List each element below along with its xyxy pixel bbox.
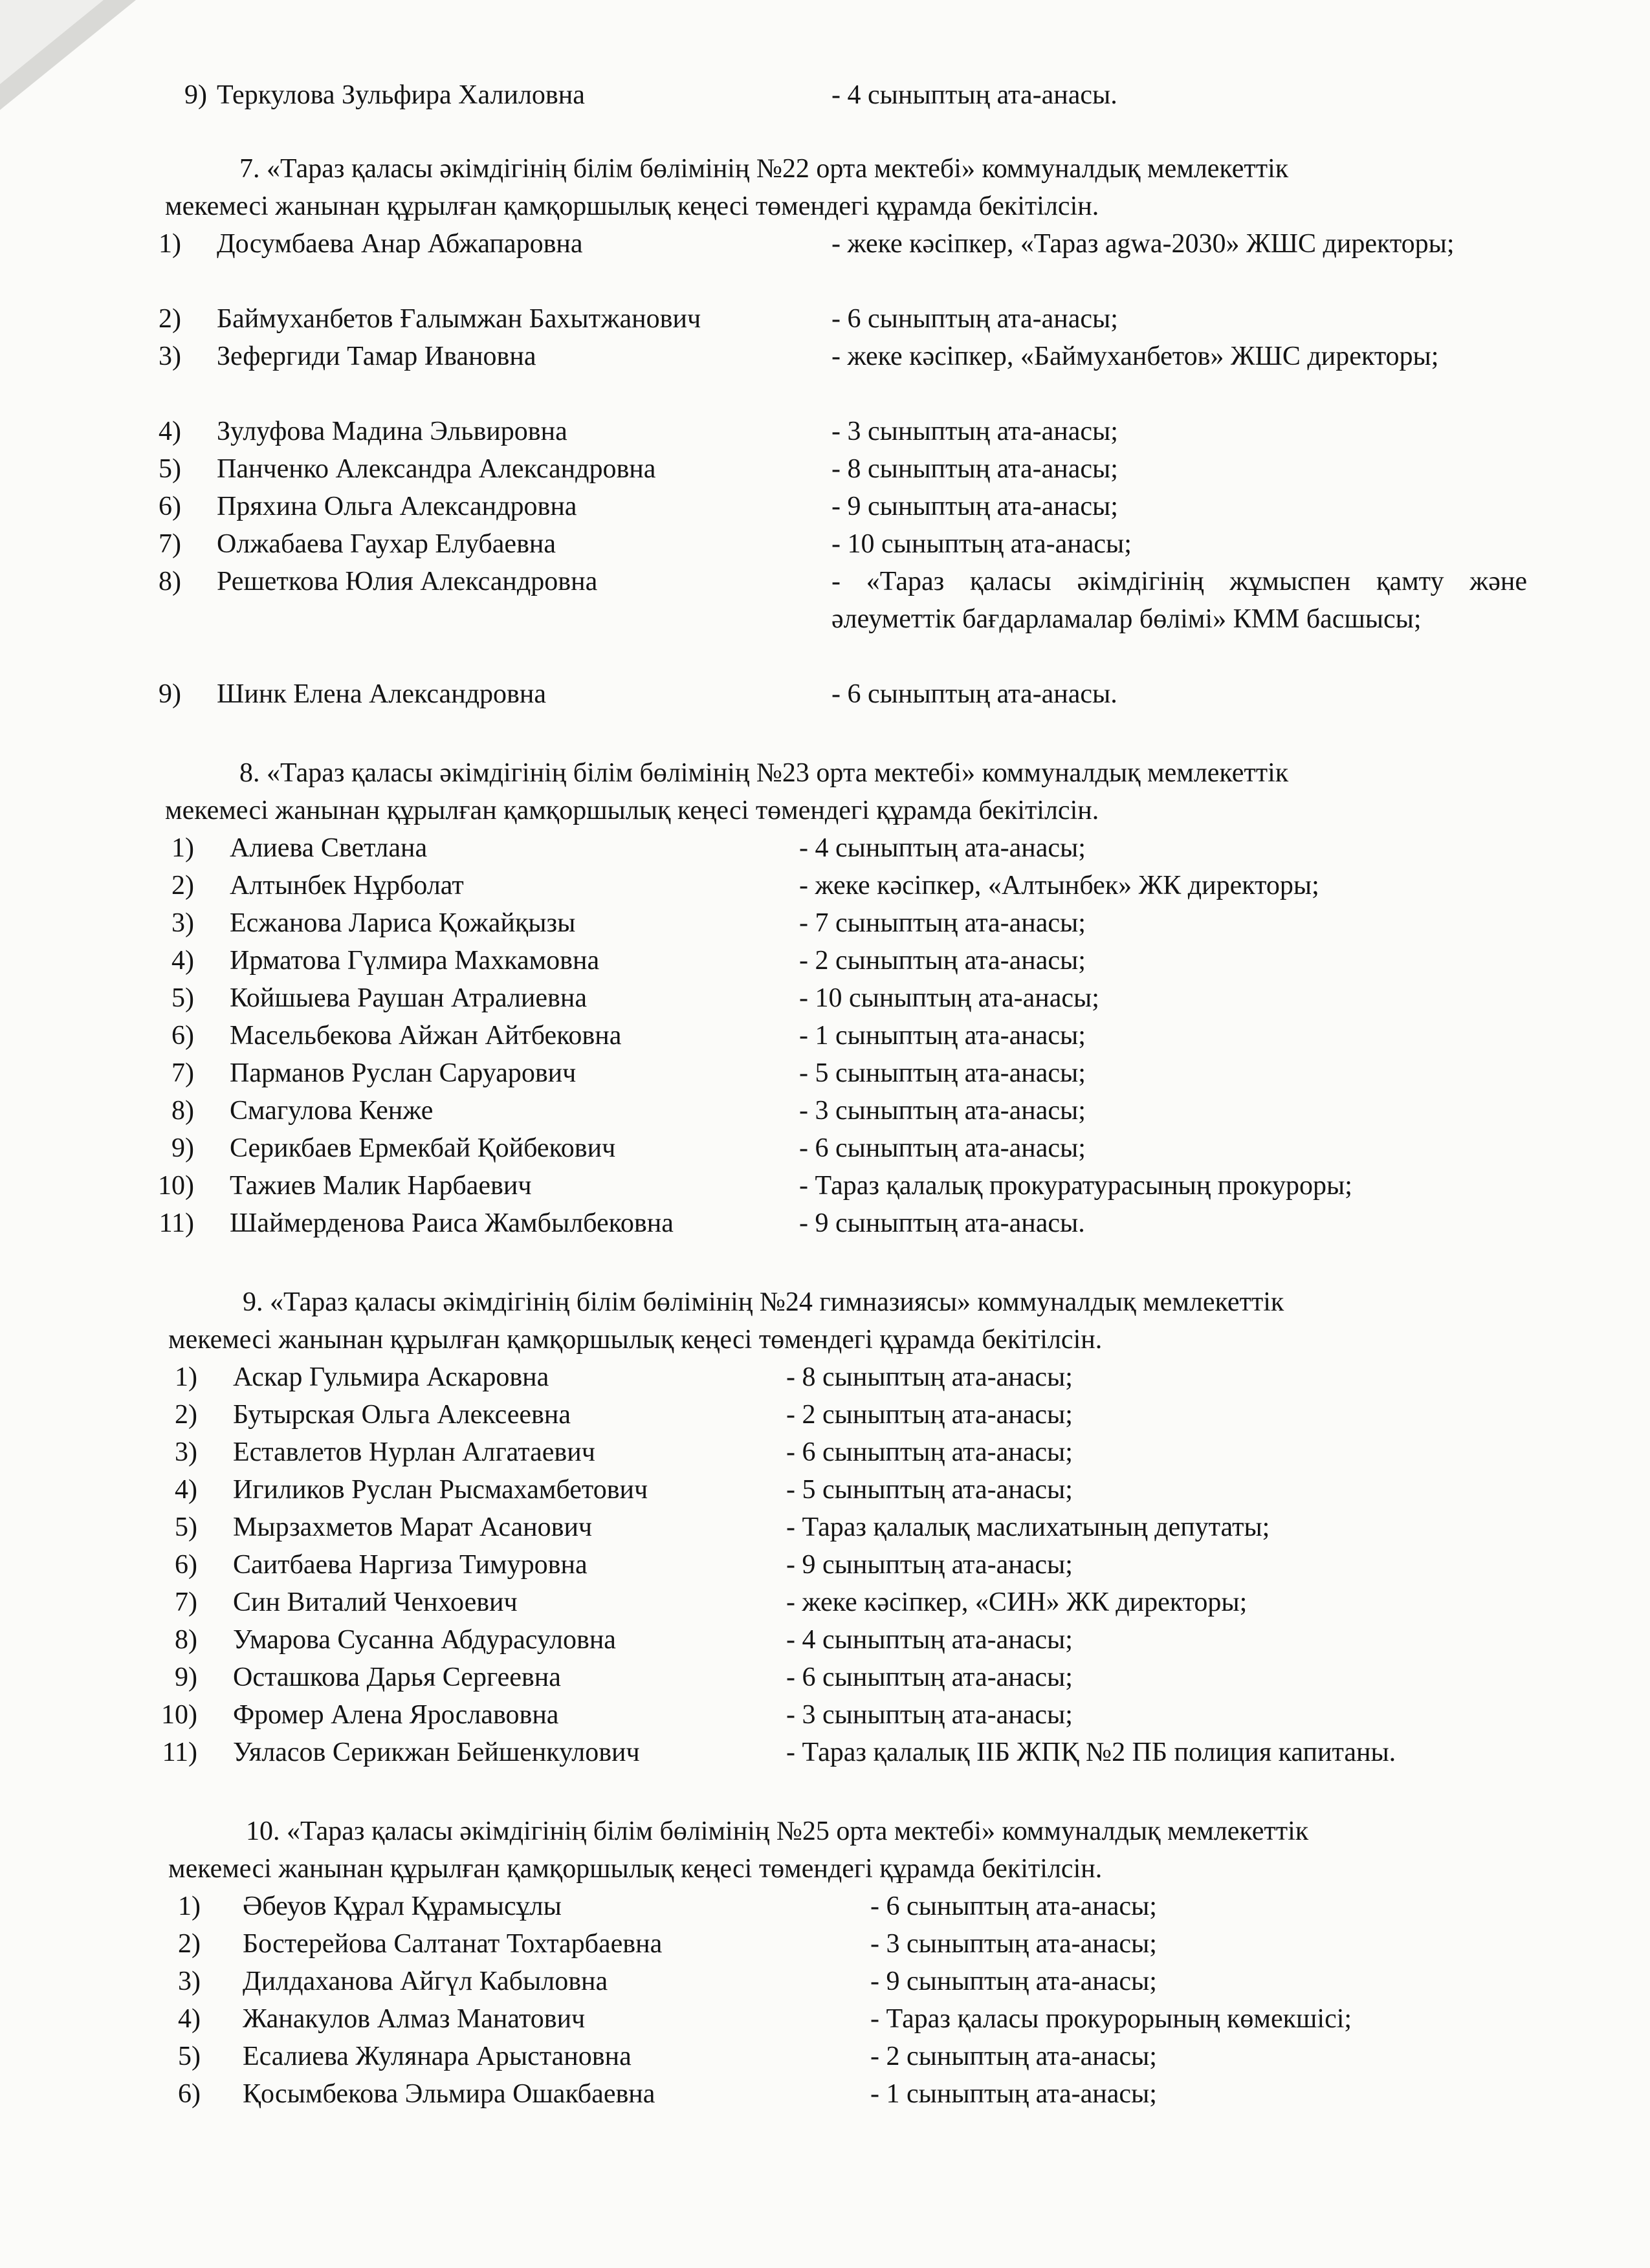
member-name: Еставлетов Нурлан Алгатаевич (233, 1437, 595, 1467)
item-number: 7) (159, 529, 181, 559)
list-item (0, 1696, 1650, 1734)
item-number: 7) (175, 1587, 197, 1617)
member-role: - 9 сыныптың ата-анасы; (831, 492, 1118, 521)
list-item (0, 979, 1650, 1017)
member-name: Әбеуов Құрал Құрамысұлы (243, 1892, 562, 1921)
member-role: - жеке кәсіпкер, «СИН» ЖК директоры; (786, 1587, 1248, 1617)
list-item (0, 1017, 1650, 1054)
member-role: - 4 сыныптың ата-анасы. (831, 80, 1117, 110)
member-role: - 6 сыныптың ата-анасы. (831, 679, 1117, 709)
list-item (0, 1358, 1650, 1396)
member-role: - 4 сыныптың ата-анасы; (799, 833, 1086, 863)
item-number: 11) (162, 1738, 197, 1767)
item-number: 8) (159, 567, 181, 596)
list-item (0, 1092, 1650, 1129)
list-item (0, 1129, 1650, 1167)
list-item (0, 904, 1650, 942)
section-intro-line2: мекемесі жанынан құрылған қамқоршылық кеңесі төмендегі құрамда бекітілсін. (168, 1325, 1103, 1355)
member-role: - 4 сыныптың ата-анасы; (786, 1625, 1073, 1655)
list-item (0, 1509, 1650, 1546)
member-role: - жеке кәсіпкер, «Баймуханбетов» ЖШС директоры; (831, 342, 1439, 371)
section-intro-line1: 8. «Тараз қаласы әкімдігінің білім бөлімінің №23 орта мектебі» коммуналдық мемлекеттік (239, 758, 1289, 788)
list-item (0, 300, 1650, 338)
member-role: - 3 сыныптың ата-анасы; (831, 417, 1118, 446)
list-item (0, 1584, 1650, 1621)
list-item (0, 525, 1650, 563)
member-role: - 6 сыныптың ата-анасы; (786, 1663, 1073, 1692)
member-role: - 5 сыныптың ата-анасы; (786, 1475, 1073, 1505)
member-name: Саитбаева Наргиза Тимуровна (233, 1550, 588, 1580)
list-item (0, 1621, 1650, 1659)
item-number: 9) (159, 679, 181, 709)
item-number: 8) (171, 1096, 194, 1126)
item-number: 9) (184, 80, 207, 110)
list-item (0, 1205, 1650, 1242)
item-number: 1) (178, 1892, 201, 1921)
item-number: 6) (175, 1550, 197, 1580)
list-item (0, 1167, 1650, 1205)
member-role: - «Тараз қаласы әкімдігінің жұмыспен қамту және әлеуметтік бағдарламалар бөлімі» КММ басшысы; (831, 567, 1527, 634)
item-number: 10) (158, 1171, 194, 1201)
item-number: 4) (171, 946, 194, 976)
member-name: Дилдаханова Айгүл Кабыловна (243, 1967, 608, 1996)
member-name: Панченко Александра Александровна (217, 454, 656, 484)
section-intro-line2: мекемесі жанынан құрылған қамқоршылық кеңесі төмендегі құрамда бекітілсін. (165, 796, 1099, 825)
item-number: 3) (159, 342, 181, 371)
member-name: Койшыева Раушан Атралиевна (230, 983, 587, 1013)
item-number: 11) (159, 1208, 194, 1238)
member-name: Зулуфова Мадина Эльвировна (217, 417, 567, 446)
member-role: - Тараз қалалық маслихатының депутаты; (786, 1512, 1270, 1542)
list-item (0, 1925, 1650, 1963)
member-role: - жеке кәсіпкер, «Тараз agwa-2030» ЖШС директоры; (831, 229, 1455, 259)
member-name: Досумбаева Анар Абжапаровна (217, 229, 583, 259)
item-number: 1) (159, 229, 181, 259)
member-name: Теркулова Зульфира Халиловна (217, 80, 585, 110)
member-role: - 2 сыныптың ата-анасы; (799, 946, 1086, 976)
member-role: - 7 сыныптың ата-анасы; (799, 908, 1086, 938)
member-role: - 6 сыныптың ата-анасы; (870, 1892, 1157, 1921)
item-number: 6) (159, 492, 181, 521)
member-name: Зефергиди Тамар Ивановна (217, 342, 536, 371)
member-name: Есалиева Жулянара Арыстановна (243, 2042, 632, 2071)
member-role: - 6 сыныптың ата-анасы; (799, 1133, 1086, 1163)
member-role: - 6 сыныптың ата-анасы; (786, 1437, 1073, 1467)
item-number: 2) (175, 1400, 197, 1430)
section-intro-line2: мекемесі жанынан құрылған қамқоршылық кеңесі төмендегі құрамда бекітілсін. (165, 191, 1099, 221)
list-item (0, 563, 1650, 675)
item-number: 3) (171, 908, 194, 938)
item-number: 5) (171, 983, 194, 1013)
item-number: 9) (175, 1663, 197, 1692)
member-name: Фромер Алена Ярославовна (233, 1700, 559, 1730)
section-intro-line1: 7. «Тараз қаласы әкімдігінің білім бөлімінің №22 орта мектебі» коммуналдық мемлекеттік (239, 154, 1289, 184)
item-number: 6) (171, 1021, 194, 1051)
item-number: 2) (159, 304, 181, 334)
list-item (0, 1963, 1650, 2000)
member-role: - 3 сыныптың ата-анасы; (799, 1096, 1086, 1126)
member-name: Шаймерденова Раиса Жамбылбековна (230, 1208, 674, 1238)
member-name: Аскар Гульмира Аскаровна (233, 1362, 549, 1392)
member-name: Тажиев Малик Нарбаевич (230, 1171, 532, 1201)
section-intro-line1: 9. «Тараз қаласы әкімдігінің білім бөлімінің №24 гимназиясы» коммуналдық мемлекеттік (243, 1287, 1284, 1317)
member-role: - 8 сыныптың ата-анасы; (831, 454, 1118, 484)
item-number: 5) (178, 2042, 201, 2071)
member-role: - 6 сыныптың ата-анасы; (831, 304, 1118, 334)
member-role: - 5 сыныптың ата-анасы; (799, 1058, 1086, 1088)
member-role: - Тараз қаласы прокурорының көмекшісі; (870, 2004, 1352, 2034)
list-item (0, 942, 1650, 979)
member-name: Син Виталий Ченхоевич (233, 1587, 518, 1617)
member-role: - 9 сыныптың ата-анасы. (799, 1208, 1085, 1238)
item-number: 5) (159, 454, 181, 484)
item-number: 4) (175, 1475, 197, 1505)
list-item (0, 1659, 1650, 1696)
member-name: Жанакулов Алмаз Манатович (243, 2004, 586, 2034)
item-number: 2) (171, 871, 194, 900)
member-name: Уяласов Серикжан Бейшенкулович (233, 1738, 640, 1767)
member-role: - 9 сыныптың ата-анасы; (786, 1550, 1073, 1580)
list-item (0, 867, 1650, 904)
section-intro (162, 150, 1527, 188)
item-number: 1) (175, 1362, 197, 1392)
member-name: Решеткова Юлия Александровна (217, 567, 598, 596)
list-item (0, 413, 1650, 450)
member-name: Осташкова Дарья Сергеевна (233, 1663, 561, 1692)
member-name: Есжанова Лариса Қожайқызы (230, 908, 576, 938)
list-item (0, 450, 1650, 488)
member-role: - 10 сыныптың ата-анасы; (831, 529, 1132, 559)
list-item (0, 675, 1650, 713)
member-name: Игиликов Руслан Рысмахамбетович (233, 1475, 648, 1505)
section-intro-line2: мекемесі жанынан құрылған қамқоршылық кеңесі төмендегі құрамда бекітілсін. (168, 1854, 1103, 1884)
member-name: Смагулова Кенже (230, 1096, 434, 1126)
item-number: 4) (159, 417, 181, 446)
list-item-role-block (0, 225, 1650, 300)
member-name: Алтынбек Нұрболат (230, 871, 464, 900)
member-name: Қосымбекова Эльмира Ошакбаевна (243, 2079, 655, 2109)
list-item (0, 829, 1650, 867)
member-name: Масельбекова Айжан Айтбековна (230, 1021, 622, 1051)
list-item (0, 1471, 1650, 1509)
member-name: Олжабаева Гаухар Елубаевна (217, 529, 556, 559)
section-intro-line1: 10. «Тараз қаласы әкімдігінің білім бөлімінің №25 орта мектебі» коммуналдық мемлекеттік (246, 1816, 1309, 1846)
item-number: 6) (178, 2079, 201, 2109)
member-name: Мырзахметов Марат Асанович (233, 1512, 593, 1542)
item-number: 10) (161, 1700, 197, 1730)
member-name: Ирматова Гүлмира Махкамовна (230, 946, 600, 976)
list-item (0, 2038, 1650, 2075)
member-role: - 1 сыныптың ата-анасы; (799, 1021, 1086, 1051)
member-role: - 2 сыныптың ата-анасы; (870, 2042, 1157, 2071)
member-role: - 3 сыныптың ата-анасы; (870, 1929, 1157, 1959)
member-name: Умарова Сусанна Абдурасуловна (233, 1625, 616, 1655)
list-item (0, 2075, 1650, 2113)
list-item (0, 1396, 1650, 1434)
member-name: Бутырская Ольга Алексеевна (233, 1400, 571, 1430)
member-role: - 8 сыныптың ата-анасы; (786, 1362, 1073, 1392)
member-name: Парманов Руслан Саруарович (230, 1058, 577, 1088)
member-role: - 2 сыныптың ата-анасы; (786, 1400, 1073, 1430)
item-number: 8) (175, 1625, 197, 1655)
member-name: Пряхина Ольга Александровна (217, 492, 577, 521)
member-role: - 1 сыныптың ата-анасы; (870, 2079, 1157, 2109)
member-role: - Тараз қалалық прокуратурасының прокуроры; (799, 1171, 1352, 1201)
item-number: 3) (178, 1967, 201, 1996)
list-item (0, 1888, 1650, 1925)
member-role: - 10 сыныптың ата-анасы; (799, 983, 1099, 1013)
member-name: Бостерейова Салтанат Тохтарбаевна (243, 1929, 663, 1959)
list-item (0, 1546, 1650, 1584)
item-number: 9) (171, 1133, 194, 1163)
member-name: Алиева Светлана (230, 833, 428, 863)
item-number: 7) (171, 1058, 194, 1088)
list-item (0, 1734, 1650, 1771)
list-item (0, 488, 1650, 525)
item-number: 3) (175, 1437, 197, 1467)
list-item (0, 76, 1650, 114)
list-item (0, 1054, 1650, 1092)
item-number: 5) (175, 1512, 197, 1542)
member-name: Баймуханбетов Ғалымжан Бахытжанович (217, 304, 701, 334)
item-number: 1) (171, 833, 194, 863)
member-role: - Тараз қалалық ІІБ ЖПҚ №2 ПБ полиция капитаны. (786, 1738, 1396, 1767)
list-item (0, 338, 1650, 413)
member-role: - жеке кәсіпкер, «Алтынбек» ЖК директоры; (799, 871, 1319, 900)
member-role: - 3 сыныптың ата-анасы; (786, 1700, 1073, 1730)
member-name: Шинк Елена Александровна (217, 679, 546, 709)
member-name: Серикбаев Ермекбай Қойбекович (230, 1133, 616, 1163)
item-number: 4) (178, 2004, 201, 2034)
list-item (0, 2000, 1650, 2038)
list-item (0, 1434, 1650, 1471)
item-number: 2) (178, 1929, 201, 1959)
member-role: - 9 сыныптың ата-анасы; (870, 1967, 1157, 1996)
